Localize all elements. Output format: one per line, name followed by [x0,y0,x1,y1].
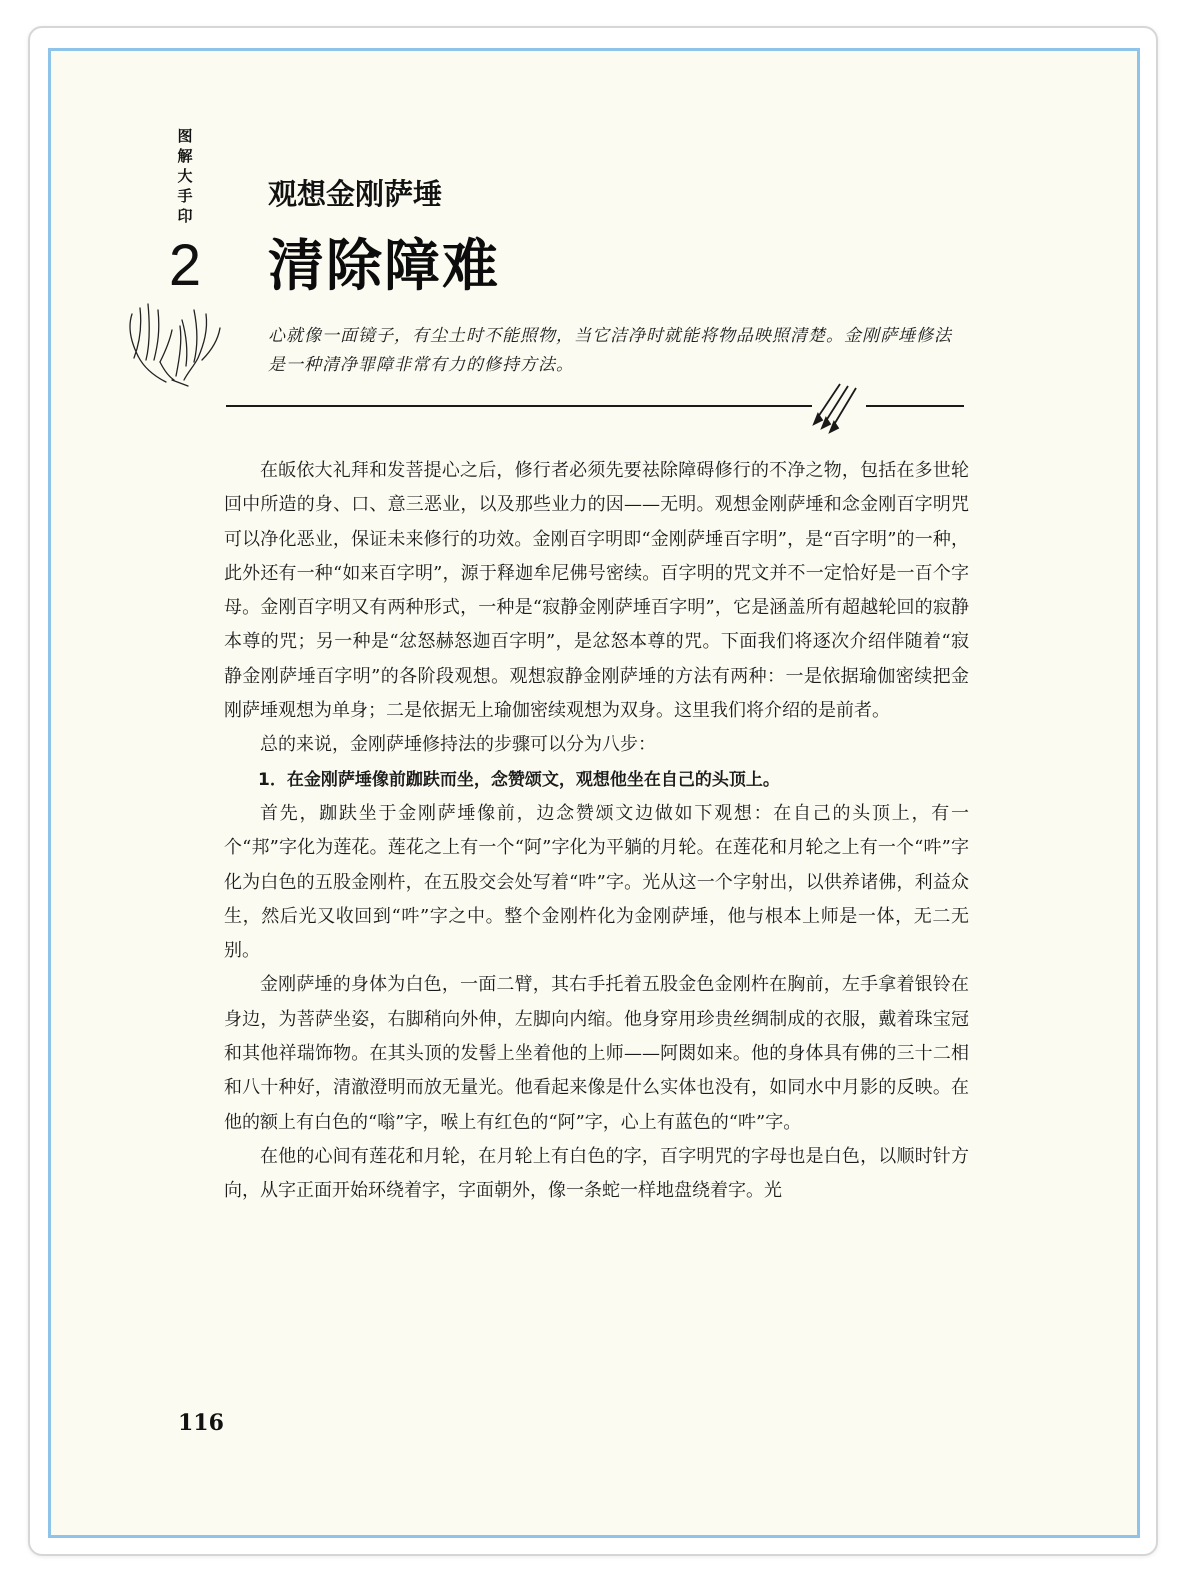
paragraph: 在皈依大礼拜和发菩提心之后，修行者必须先要祛除障碍修行的不净之物，包括在多世轮回中所造的身、口、意三恶业，以及那些业力的因——无明。观想金刚萨埵和念金刚百字明咒可以净化恶业，保证未来修行的功效。金刚百字明即“金刚萨埵百字明”，是“百字明”的一种，此外还有一种“如来百字明”，源于释迦牟尼佛号密续。百字明的咒文并不一定恰好是一百个字母。金刚百字明又有两种形式，一种是“寂静金刚萨埵百字明”，它是涵盖所有超越轮回的寂静本尊的咒；另一种是“忿怒赫怒迦百字明”，是忿怒本尊的咒。下面我们将逐次介绍伴随着“寂静金刚萨埵百字明”的各阶段观想。观想寂静金刚萨埵的方法有两种：一是依据瑜伽密续把金刚萨埵观想为单身；二是依据无上瑜伽密续观想为双身。这里我们将介绍的是前者。 [224,460,969,722]
paragraph: 总的来说，金刚萨埵修持法的步骤可以分为八步： [260,734,656,756]
section-title: 清除障难 [268,234,500,299]
paragraph: 金刚萨埵的身体为白色，一面二臂，其右手托着五股金色金刚杵在胸前，左手拿着银铃在身边，为菩萨坐姿，右脚稍向外伸，左脚向内缩。他身穿用珍贵丝绸制成的衣服，戴着珠宝冠和其他祥瑞饰物。在其头顶的发髻上坐着他的上师——阿閦如来。他的身体具有佛的三十二相和八十种好，清澈澄明而放无量光。他看起来像是什么实体也没有，如同水中月影的反映。在他的额上有白色的“嗡”字，喉上有红色的“阿”字，心上有蓝色的“吽”字。 [224,974,969,1133]
paragraph: 首先，跏趺坐于金刚萨埵像前，边念赞颂文边做如下观想：在自己的头顶上，有一个“邦”字化为莲花。莲花之上有一个“阿”字化为平躺的月轮。在莲花和月轮之上有一个“吽”字化为白色的五股金刚杵，在五股交会处写着“吽”字。光从这一个字射出，以供养诸佛，利益众生，然后光又收回到“吽”字之中。整个金刚杵化为金刚萨埵，他与根本上师是一体，无二无别。 [224,802,969,962]
page-number: 116 [178,1410,224,1436]
paragraph: 在他的心间有莲花和月轮，在月轮上有白色的字，百字明咒的字母也是白色，以顺时针方向，从字正面开始环绕着字，字面朝外，像一条蛇一样地盘绕着字。光 [224,1145,969,1202]
step-heading: 1．在金刚萨埵像前跏趺而坐，念赞颂文，观想他坐在自己的头顶上。 [258,769,780,790]
book-title-vertical: 图解大手印 [177,127,193,225]
arrows-divider [226,380,966,436]
body-text [224,454,969,1209]
intro-text: 心就像一面镜子，有尘土时不能照物，当它洁净时就能将物品映照清楚。金刚萨埵修法是一种清净罪障非常有力的修持方法。 [268,326,952,375]
mudra-hands-icon [124,296,228,388]
section-subtitle: 观想金刚萨埵 [268,177,443,211]
chapter-number: 2 [168,233,202,298]
